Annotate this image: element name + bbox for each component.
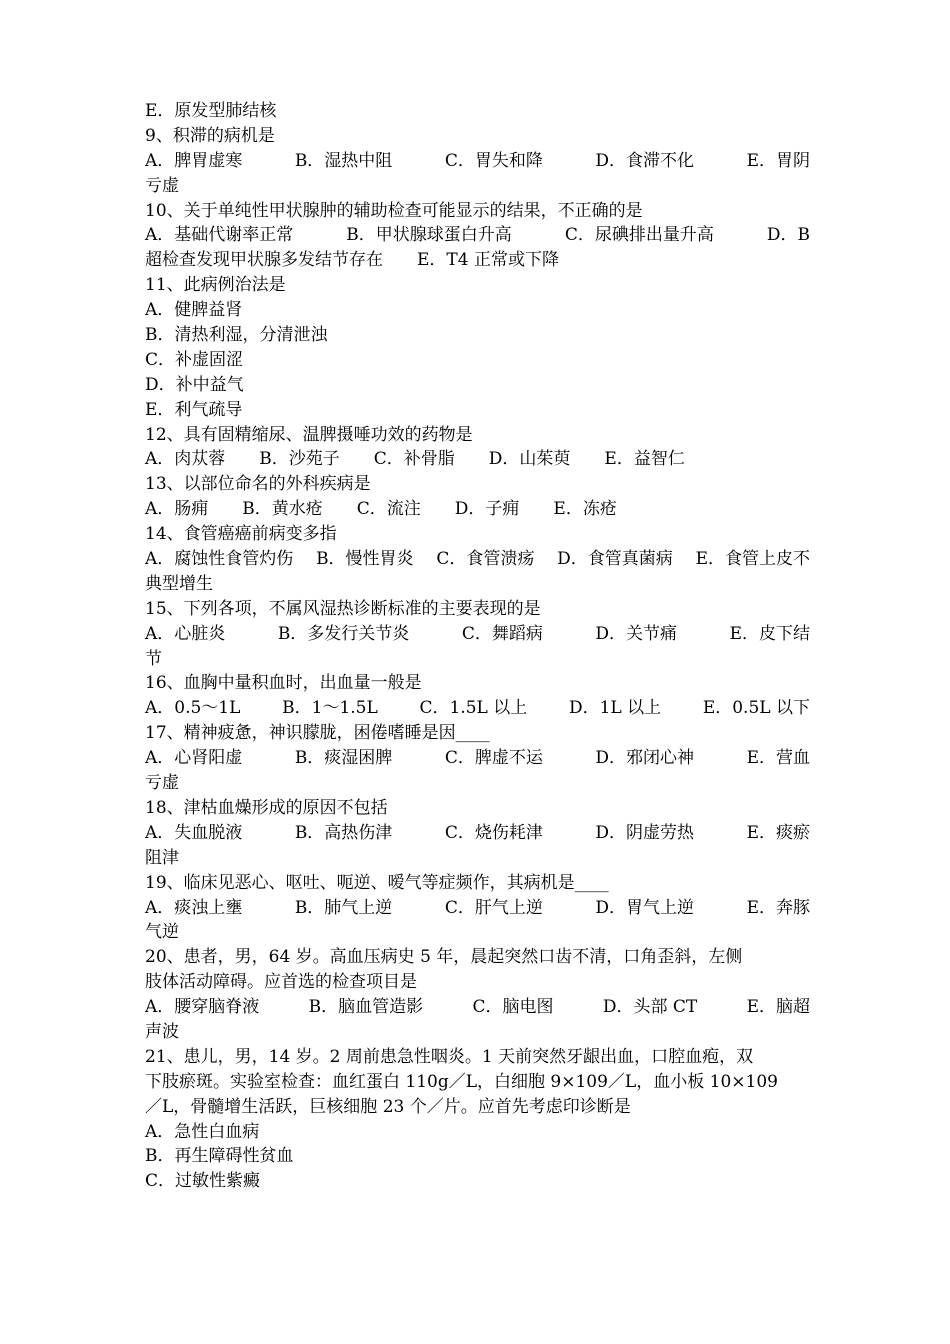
text-line: 亏虚 — [145, 773, 179, 794]
option-text: A．0.5～1L — [145, 698, 241, 719]
option-text: D．阴虚劳热 — [595, 822, 695, 843]
option-text: E．营血 — [746, 748, 810, 769]
text-line: A．急性白血病 — [145, 1121, 260, 1142]
text-line: 典型增生 — [145, 573, 213, 594]
option-text: B．湿热中阻 — [294, 150, 393, 171]
text-line: A．健脾益肾 — [145, 300, 243, 321]
option-text: B．高热伤津 — [294, 822, 393, 843]
text-line: A．肉苁蓉 B．沙苑子 C．补骨脂 D．山茱萸 E．益智仁 — [145, 449, 685, 470]
text-line: 9、积滞的病机是 — [145, 125, 275, 146]
option-text: A．心肾阳虚 — [145, 748, 243, 769]
option-text: E．皮下结 — [729, 623, 810, 644]
text-line — [145, 945, 810, 970]
text-line — [145, 1045, 810, 1070]
option-text: C．烧伤耗津 — [444, 822, 543, 843]
option-text: D．食管真菌病 — [557, 549, 673, 570]
text-line: E．利气疏导 — [145, 399, 243, 420]
option-text: D．胃气上逆 — [595, 897, 695, 918]
option-text: 21、患儿，男，14 岁。2 周前患急性咽炎。1 天前突然牙龈出血，口腔血疱，双 — [145, 1046, 754, 1067]
text-line: 18、津枯血燥形成的原因不包括 — [145, 797, 388, 818]
text-line: A．肠痈 B．黄水疮 C．流注 D．子痈 E．冻疮 — [145, 499, 617, 520]
option-text: B．脑血管造影 — [308, 997, 424, 1018]
text-line: 14、食管癌癌前病变多指 — [145, 524, 337, 545]
option-text: 20、患者，男，64 岁。高血压病史 5 年，晨起突然口齿不清，口角歪斜，左侧 — [145, 947, 743, 968]
text-line — [145, 223, 810, 248]
option-text: A．脾胃虚寒 — [145, 150, 243, 171]
option-text: C．尿碘排出量升高 — [564, 225, 714, 246]
text-line: ／L，骨髓增生活跃，巨核细胞 23 个／片。应首先考虑印诊断是 — [145, 1096, 631, 1117]
text-line: B．再生障碍性贫血 — [145, 1146, 294, 1167]
option-text: C．1.5L 以上 — [419, 698, 528, 719]
text-line: 16、血胸中量积血时，出血量一般是 — [145, 673, 422, 694]
text-line: 肢体活动障碍。应首选的检查项目是 — [145, 972, 417, 993]
text-line: 15、下列各项，不属风湿热诊断标准的主要表现的是 — [145, 598, 541, 619]
option-text: A．基础代谢率正常 — [145, 225, 294, 246]
text-line: D．补中益气 — [145, 374, 244, 395]
option-text: B．痰湿困脾 — [294, 748, 393, 769]
option-text: C．胃失和降 — [444, 150, 543, 171]
option-text: D．食滞不化 — [595, 150, 695, 171]
option-text: B．多发行关节炎 — [277, 623, 410, 644]
text-line — [145, 622, 810, 647]
text-line — [145, 1070, 810, 1095]
option-text: E．奔豚 — [746, 897, 810, 918]
text-line: 10、关于单纯性甲状腺肿的辅助检查可能显示的结果，不正确的是 — [145, 200, 643, 221]
option-text: D．邪闭心神 — [595, 748, 695, 769]
option-text: E．脑超 — [746, 997, 810, 1018]
option-text: B．慢性胃炎 — [316, 549, 414, 570]
text-line — [145, 896, 810, 921]
text-line: C．补虚固涩 — [145, 349, 244, 370]
text-line: 超检查发现甲状腺多发结节存在 E．T4 正常或下降 — [145, 250, 559, 271]
text-line: 19、临床见恶心、呕吐、呃逆、嗳气等症频作，其病机是____ — [145, 872, 609, 893]
text-line: 节 — [145, 648, 162, 669]
option-text: C．舞蹈病 — [461, 623, 543, 644]
text-line — [145, 696, 810, 721]
option-text: E．痰瘀 — [746, 822, 810, 843]
text-line: 11、此病例治法是 — [145, 275, 286, 296]
text-line — [145, 746, 810, 771]
text-line — [145, 547, 810, 572]
option-text: E．胃阴 — [746, 150, 810, 171]
text-line: 13、以部位命名的外科疾病是 — [145, 474, 371, 495]
text-line — [145, 821, 810, 846]
option-text: D．B — [766, 225, 810, 246]
option-text: A．腐蚀性食管灼伤 — [145, 549, 294, 570]
text-line — [145, 149, 810, 174]
text-line — [145, 995, 810, 1020]
text-line: 声波 — [145, 1021, 179, 1042]
option-text: D．1L 以上 — [568, 698, 662, 719]
option-text: 下肢瘀斑。实验室检查：血红蛋白 110g／L，白细胞 9×109／L，血小板 10×109 — [145, 1071, 778, 1092]
option-text: E．食管上皮不 — [695, 549, 810, 570]
text-line: 阻津 — [145, 847, 179, 868]
option-text: A．失血脱液 — [145, 822, 243, 843]
text-line: E．原发型肺结核 — [145, 101, 277, 121]
option-text: E．0.5L 以下 — [702, 698, 810, 719]
option-text: B．肺气上逆 — [294, 897, 393, 918]
text-line: 17、精神疲惫，神识朦胧，困倦嗜睡是因____ — [145, 723, 490, 744]
option-text: D．关节痛 — [595, 623, 678, 644]
option-text: B．1～1.5L — [282, 698, 378, 719]
text-line: 12、具有固精缩尿、温脾摄唾功效的药物是 — [145, 424, 473, 445]
text-line: 气逆 — [145, 922, 179, 943]
option-text: D．头部 CT — [602, 997, 698, 1018]
option-text: A．心脏炎 — [145, 623, 226, 644]
option-text: A．痰浊上壅 — [145, 897, 243, 918]
document-body — [145, 99, 810, 1194]
option-text: C．肝气上逆 — [444, 897, 543, 918]
option-text: C．脾虚不运 — [444, 748, 543, 769]
option-text: A．腰穿脑脊液 — [145, 997, 260, 1018]
text-line: 亏虚 — [145, 175, 179, 196]
option-text: C．脑电图 — [472, 997, 554, 1018]
text-line: C．过敏性紫癜 — [145, 1171, 261, 1192]
option-text: B．甲状腺球蛋白升高 — [346, 225, 512, 246]
text-line: B．清热利湿，分清泄浊 — [145, 325, 328, 346]
option-text: C．食管溃疡 — [436, 549, 535, 570]
